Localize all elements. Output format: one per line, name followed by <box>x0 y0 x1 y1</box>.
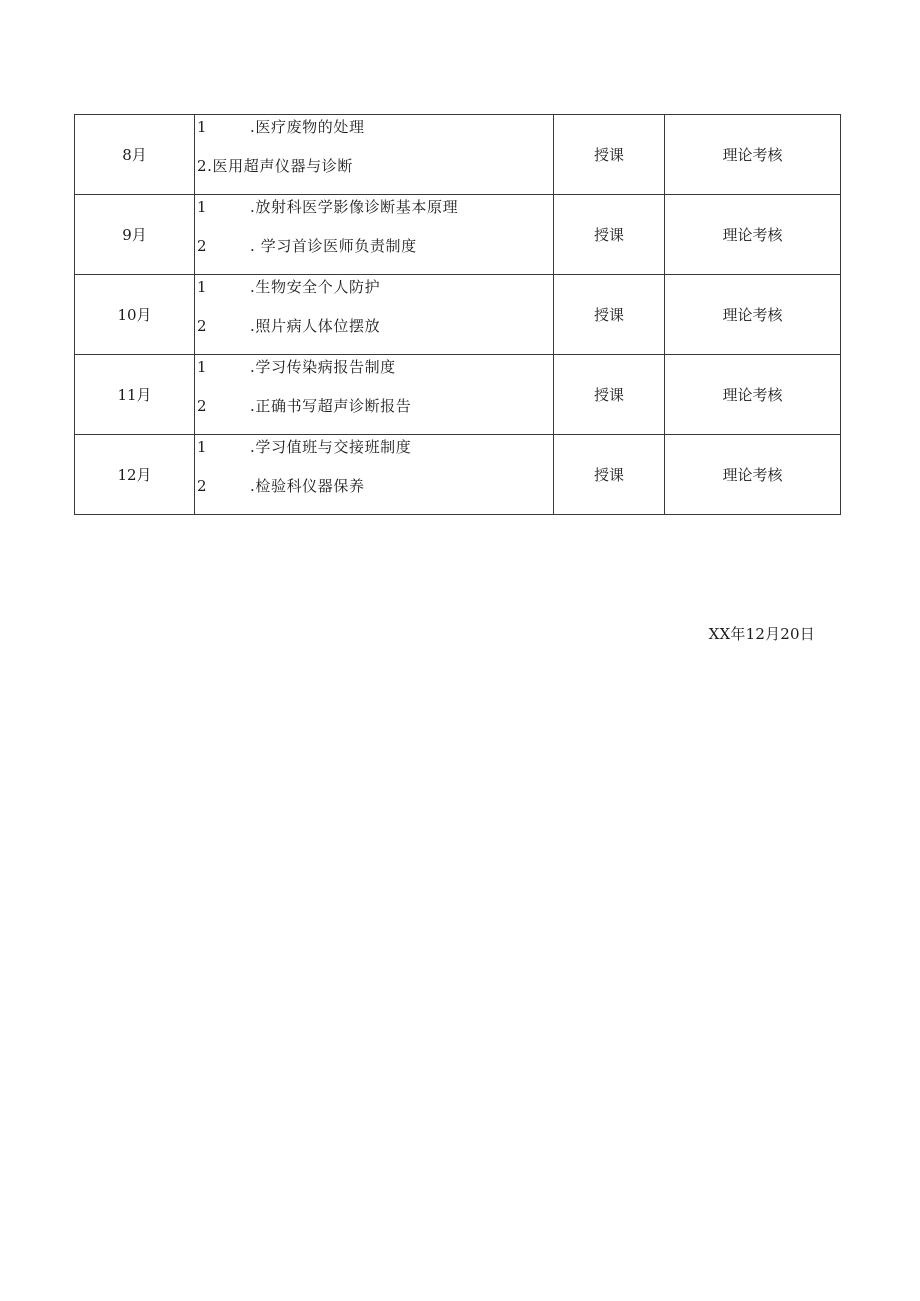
item-number: 2 <box>197 237 208 255</box>
content-cell <box>195 195 554 275</box>
method-cell: 授课 <box>554 355 665 435</box>
item-number: 1 <box>197 438 208 456</box>
item-text: .医疗废物的处理 <box>250 118 365 136</box>
item-text: .学习传染病报告制度 <box>250 358 396 376</box>
item-text: .照片病人体位摆放 <box>250 317 381 335</box>
item-number: 1 <box>197 198 208 216</box>
month-cell: 10月 <box>75 275 195 355</box>
item-number: 2 <box>197 317 208 335</box>
item-number: 1 <box>197 118 208 136</box>
item-text: .生物安全个人防护 <box>250 278 381 296</box>
content-cell <box>195 355 554 435</box>
content-item <box>197 357 396 377</box>
content-item <box>197 437 411 457</box>
item-text: .检验科仪器保养 <box>250 477 365 495</box>
assessment-cell: 理论考核 <box>665 355 841 435</box>
item-number: 1 <box>197 278 208 296</box>
content-item <box>197 316 380 336</box>
table-row <box>75 355 841 435</box>
month-cell: 12月 <box>75 435 195 515</box>
item-number: 2 <box>197 397 208 415</box>
content-item <box>197 236 417 256</box>
table-row <box>75 275 841 355</box>
item-number: 2 <box>197 477 208 495</box>
content-cell <box>195 115 554 195</box>
assessment-cell: 理论考核 <box>665 435 841 515</box>
method-cell: 授课 <box>554 435 665 515</box>
assessment-cell: 理论考核 <box>665 115 841 195</box>
item-text: . 学习首诊医师负责制度 <box>250 237 417 255</box>
month-cell: 9月 <box>75 195 195 275</box>
method-cell: 授课 <box>554 195 665 275</box>
table-row <box>75 195 841 275</box>
month-cell: 11月 <box>75 355 195 435</box>
content-item <box>197 117 365 137</box>
training-plan-table <box>74 114 841 515</box>
document-date: XX年12月20日 <box>708 625 815 643</box>
content-item <box>197 476 365 496</box>
assessment-cell: 理论考核 <box>665 275 841 355</box>
item-text: .医用超声仪器与诊断 <box>207 157 353 175</box>
content-item <box>197 197 458 217</box>
item-text: .放射科医学影像诊断基本原理 <box>250 198 459 216</box>
item-number: 2 <box>197 157 208 175</box>
table-row <box>75 115 841 195</box>
item-text: .学习值班与交接班制度 <box>250 438 412 456</box>
method-cell: 授课 <box>554 275 665 355</box>
content-cell <box>195 275 554 355</box>
method-cell: 授课 <box>554 115 665 195</box>
content-item <box>197 156 353 176</box>
content-cell <box>195 435 554 515</box>
content-item <box>197 277 380 297</box>
item-text: .正确书写超声诊断报告 <box>250 397 412 415</box>
table-row <box>75 435 841 515</box>
content-item <box>197 396 411 416</box>
month-cell: 8月 <box>75 115 195 195</box>
item-number: 1 <box>197 358 208 376</box>
assessment-cell: 理论考核 <box>665 195 841 275</box>
